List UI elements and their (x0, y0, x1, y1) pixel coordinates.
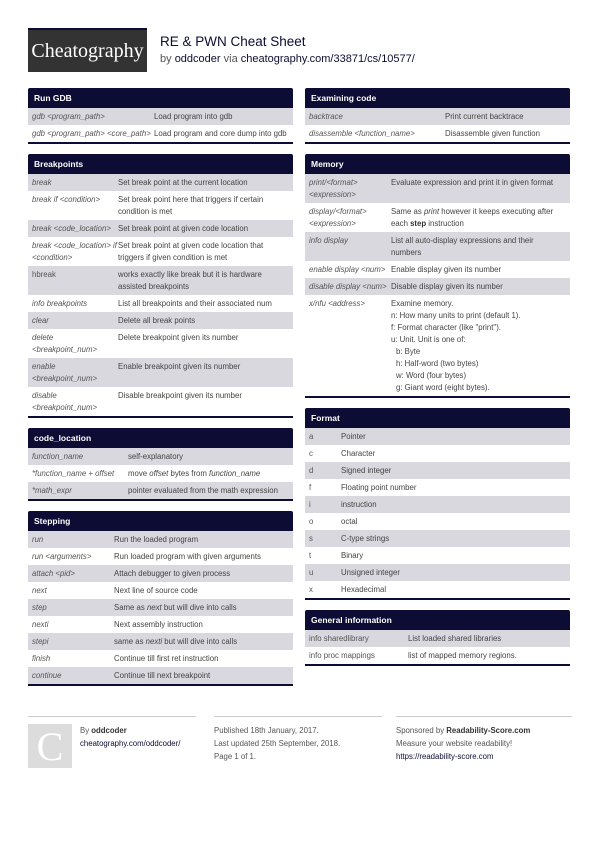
table-row (305, 445, 570, 462)
table-row (28, 582, 293, 599)
table-row (305, 295, 570, 396)
text: f: Format character (like "print"). (391, 323, 501, 332)
command: display/<format> <expression> (309, 207, 367, 228)
text: Same as (391, 207, 424, 216)
table-row (305, 513, 570, 530)
description: Load program and core dump into gdb (154, 129, 287, 138)
table-row (28, 599, 293, 616)
table-row (28, 174, 293, 191)
published-date: Published 18th January, 2017. (214, 726, 319, 735)
format-char: d (309, 466, 314, 475)
table-row (28, 191, 293, 220)
text-em: function_name (209, 469, 261, 478)
section-title: General information (305, 610, 570, 630)
command: enable <breakpoint_num> (32, 362, 98, 383)
table-row (28, 295, 293, 312)
description (391, 298, 570, 394)
table-row (305, 564, 570, 581)
table-row (305, 530, 570, 547)
description (114, 636, 293, 648)
format-char: f (309, 483, 312, 492)
sponsor-link[interactable]: https://readability-score.com (396, 752, 494, 761)
command: backtrace (309, 112, 343, 121)
section-run-gdb (28, 88, 293, 144)
command: gdb <program_path> (32, 112, 105, 121)
description: Next line of source code (114, 586, 198, 595)
description: Hexadecimal (341, 585, 387, 594)
table-row (305, 232, 570, 261)
section-title: code_location (28, 428, 293, 448)
text: u: Unit. Unit is one of: (391, 335, 466, 344)
table-row (305, 174, 570, 203)
table-row (28, 125, 293, 142)
description: Attach debugger to given process (114, 569, 231, 578)
table-row (28, 465, 293, 482)
text: Examine memory. (391, 299, 454, 308)
section-title: Memory (305, 154, 570, 174)
description: Enable display given its number (391, 265, 502, 274)
description: Evaluate expression and print it in given format (391, 178, 554, 187)
text: same as (114, 637, 146, 646)
table-row (28, 108, 293, 125)
author-profile-link[interactable]: cheatography.com/oddcoder/ (80, 739, 181, 748)
description: Floating point number (341, 483, 417, 492)
table-row (305, 547, 570, 564)
table-row (28, 312, 293, 329)
description: Disassemble given function (445, 129, 540, 138)
table-row (28, 266, 293, 295)
section-examining-code (305, 88, 570, 144)
section-title: Stepping (28, 511, 293, 531)
command: finish (32, 654, 51, 663)
command: clear (32, 316, 49, 325)
section-title: Format (305, 408, 570, 428)
command: function_name (32, 452, 84, 461)
cheatography-logo[interactable]: Cheatography (28, 28, 147, 72)
description: Disable breakpoint given its number (118, 391, 242, 400)
table-row (305, 125, 570, 142)
command: disable display <num> (309, 282, 387, 291)
table-row (305, 647, 570, 664)
table-row (305, 581, 570, 598)
section-title: Breakpoints (28, 154, 293, 174)
text: g: Giant word (eight bytes). (396, 383, 490, 392)
table-row (305, 203, 570, 232)
description: Set break point at given code location that triggers if given condition is met (118, 241, 264, 262)
description: Run loaded program with given arguments (114, 552, 261, 561)
description: Set break point at the current location (118, 178, 248, 187)
section-code-location (28, 428, 293, 501)
byline (160, 52, 415, 66)
text: instruction (426, 219, 464, 228)
command: info proc mappings (309, 651, 375, 660)
text: w: Word (four bytes) (396, 371, 467, 380)
description: Delete all break points (118, 316, 196, 325)
sheet-url-link[interactable]: cheatography.com/33871/cs/10577/ (240, 53, 415, 65)
command: x/nfu <address> (309, 299, 365, 308)
text: n: How many units to print (default 1). (391, 311, 521, 320)
command: break <code_location> if <condition> (32, 241, 117, 262)
command: break if <condition> (32, 195, 101, 204)
description: C-type strings (341, 534, 390, 543)
command: delete <breakpoint_num> (32, 333, 98, 354)
updated-date: Last updated 25th September, 2018. (214, 739, 341, 748)
description: Continue till first ret instruction (114, 654, 219, 663)
text: but will dive into calls (161, 603, 237, 612)
description: instruction (341, 500, 377, 509)
command: hbreak (32, 270, 56, 279)
command: print/<format> <expression> (309, 178, 358, 199)
format-char: a (309, 432, 314, 441)
format-char: t (309, 551, 312, 560)
command: run <arguments> (32, 552, 92, 561)
sponsored-label: Sponsored by (396, 726, 447, 735)
table-row (28, 616, 293, 633)
description: Load program into gdb (154, 112, 233, 121)
author-link[interactable]: oddcoder (174, 53, 221, 65)
format-char: u (309, 568, 314, 577)
text: Same as (114, 603, 147, 612)
format-char: s (309, 534, 313, 543)
description: pointer evaluated from the math expression (128, 486, 278, 495)
description: Binary (341, 551, 364, 560)
page-footer (28, 716, 572, 768)
command: attach <pid> (32, 569, 75, 578)
command: info display (309, 236, 349, 245)
description: Next assembly instruction (114, 620, 203, 629)
command: *function_name + offset (32, 469, 115, 478)
format-char: c (309, 449, 313, 458)
format-char: i (309, 500, 311, 509)
table-row (305, 261, 570, 278)
table-row (28, 531, 293, 548)
by-label: By (80, 726, 92, 735)
description: Enable breakpoint given its number (118, 362, 241, 371)
sponsor-tagline: Measure your website readability! (396, 739, 513, 748)
text-bold: step (410, 219, 427, 228)
command: step (32, 603, 47, 612)
section-title: Run GDB (28, 88, 293, 108)
footer-author-name[interactable]: oddcoder (91, 726, 127, 735)
command: disable <breakpoint_num> (32, 391, 98, 412)
command: run (32, 535, 44, 544)
command: info breakpoints (32, 299, 88, 308)
table-row (28, 565, 293, 582)
section-breakpoints (28, 154, 293, 418)
table-row (28, 448, 293, 465)
table-row (305, 278, 570, 295)
command: enable display <num> (309, 265, 386, 274)
text-em: print (423, 207, 440, 216)
description (114, 602, 293, 614)
description: Set break point at given code location (118, 224, 249, 233)
section-general-information (305, 610, 570, 666)
text-em: nexti (145, 637, 163, 646)
text-em: next (146, 603, 162, 612)
page-count: Page 1 of 1. (214, 752, 257, 761)
command: continue (32, 671, 62, 680)
section-format (305, 408, 570, 600)
table-row (28, 329, 293, 358)
via-label: via (223, 53, 238, 65)
table-row (305, 630, 570, 647)
text: however it keeps executing after each (391, 207, 554, 228)
description (128, 468, 293, 480)
table-row (28, 650, 293, 667)
sponsor-name[interactable]: Readability-Score.com (446, 726, 531, 735)
table-row (28, 482, 293, 499)
avatar: C (28, 724, 72, 768)
text: but will dive into calls (162, 637, 238, 646)
description: List all breakpoints and their associated num (118, 299, 272, 308)
description: octal (341, 517, 358, 526)
text: move (128, 469, 150, 478)
footer-publish-info (214, 716, 382, 768)
description: Disable display given its number (391, 282, 503, 291)
table-row (28, 667, 293, 684)
footer-author (28, 716, 196, 768)
table-row (28, 237, 293, 266)
text: h: Half-word (two bytes) (396, 359, 479, 368)
section-title: Examining code (305, 88, 570, 108)
description: List all auto-display expressions and their numbers (391, 236, 534, 257)
table-row (305, 462, 570, 479)
command: nexti (32, 620, 49, 629)
table-row (28, 548, 293, 565)
table-row (305, 428, 570, 445)
description: Continue till next breakpoint (114, 671, 211, 680)
sheet-title: RE & PWN Cheat Sheet (160, 34, 306, 49)
command: next (32, 586, 47, 595)
table-row (305, 108, 570, 125)
format-char: o (309, 517, 314, 526)
by-label: by (160, 53, 172, 65)
section-memory (305, 154, 570, 398)
description (391, 206, 570, 230)
command: stepi (32, 637, 49, 646)
command: break <code_location> (32, 224, 111, 233)
command: gdb <program_path> <core_path> (32, 129, 151, 138)
table-row (305, 479, 570, 496)
description: works exactly like break but it is hardware assisted breakpoints (118, 270, 262, 291)
table-row (305, 496, 570, 513)
table-row (28, 387, 293, 416)
description: Run the loaded program (114, 535, 199, 544)
table-row (28, 633, 293, 650)
command: info sharedlibrary (309, 634, 369, 643)
table-row (28, 220, 293, 237)
description: Set break point here that triggers if certain condition is met (118, 195, 264, 216)
right-column (305, 88, 570, 676)
footer-sponsor (396, 716, 572, 768)
command: disassemble <function_name> (309, 129, 415, 138)
description: list of mapped memory regions. (408, 651, 517, 660)
description: Print current backtrace (445, 112, 524, 121)
command: break (32, 178, 52, 187)
description: List loaded shared libraries (408, 634, 502, 643)
description: Unsigned integer (341, 568, 400, 577)
text: b: Byte (396, 347, 421, 356)
left-column (28, 88, 293, 696)
text: bytes from (168, 469, 210, 478)
section-stepping (28, 511, 293, 686)
page-header (28, 28, 415, 72)
description: Character (341, 449, 376, 458)
description: self-explanatory (128, 452, 184, 461)
text-em: offset (149, 469, 169, 478)
description: Pointer (341, 432, 366, 441)
table-row (28, 358, 293, 387)
description: Delete breakpoint given its number (118, 333, 239, 342)
command: *math_expr (32, 486, 72, 495)
format-char: x (309, 585, 313, 594)
description: Signed integer (341, 466, 392, 475)
